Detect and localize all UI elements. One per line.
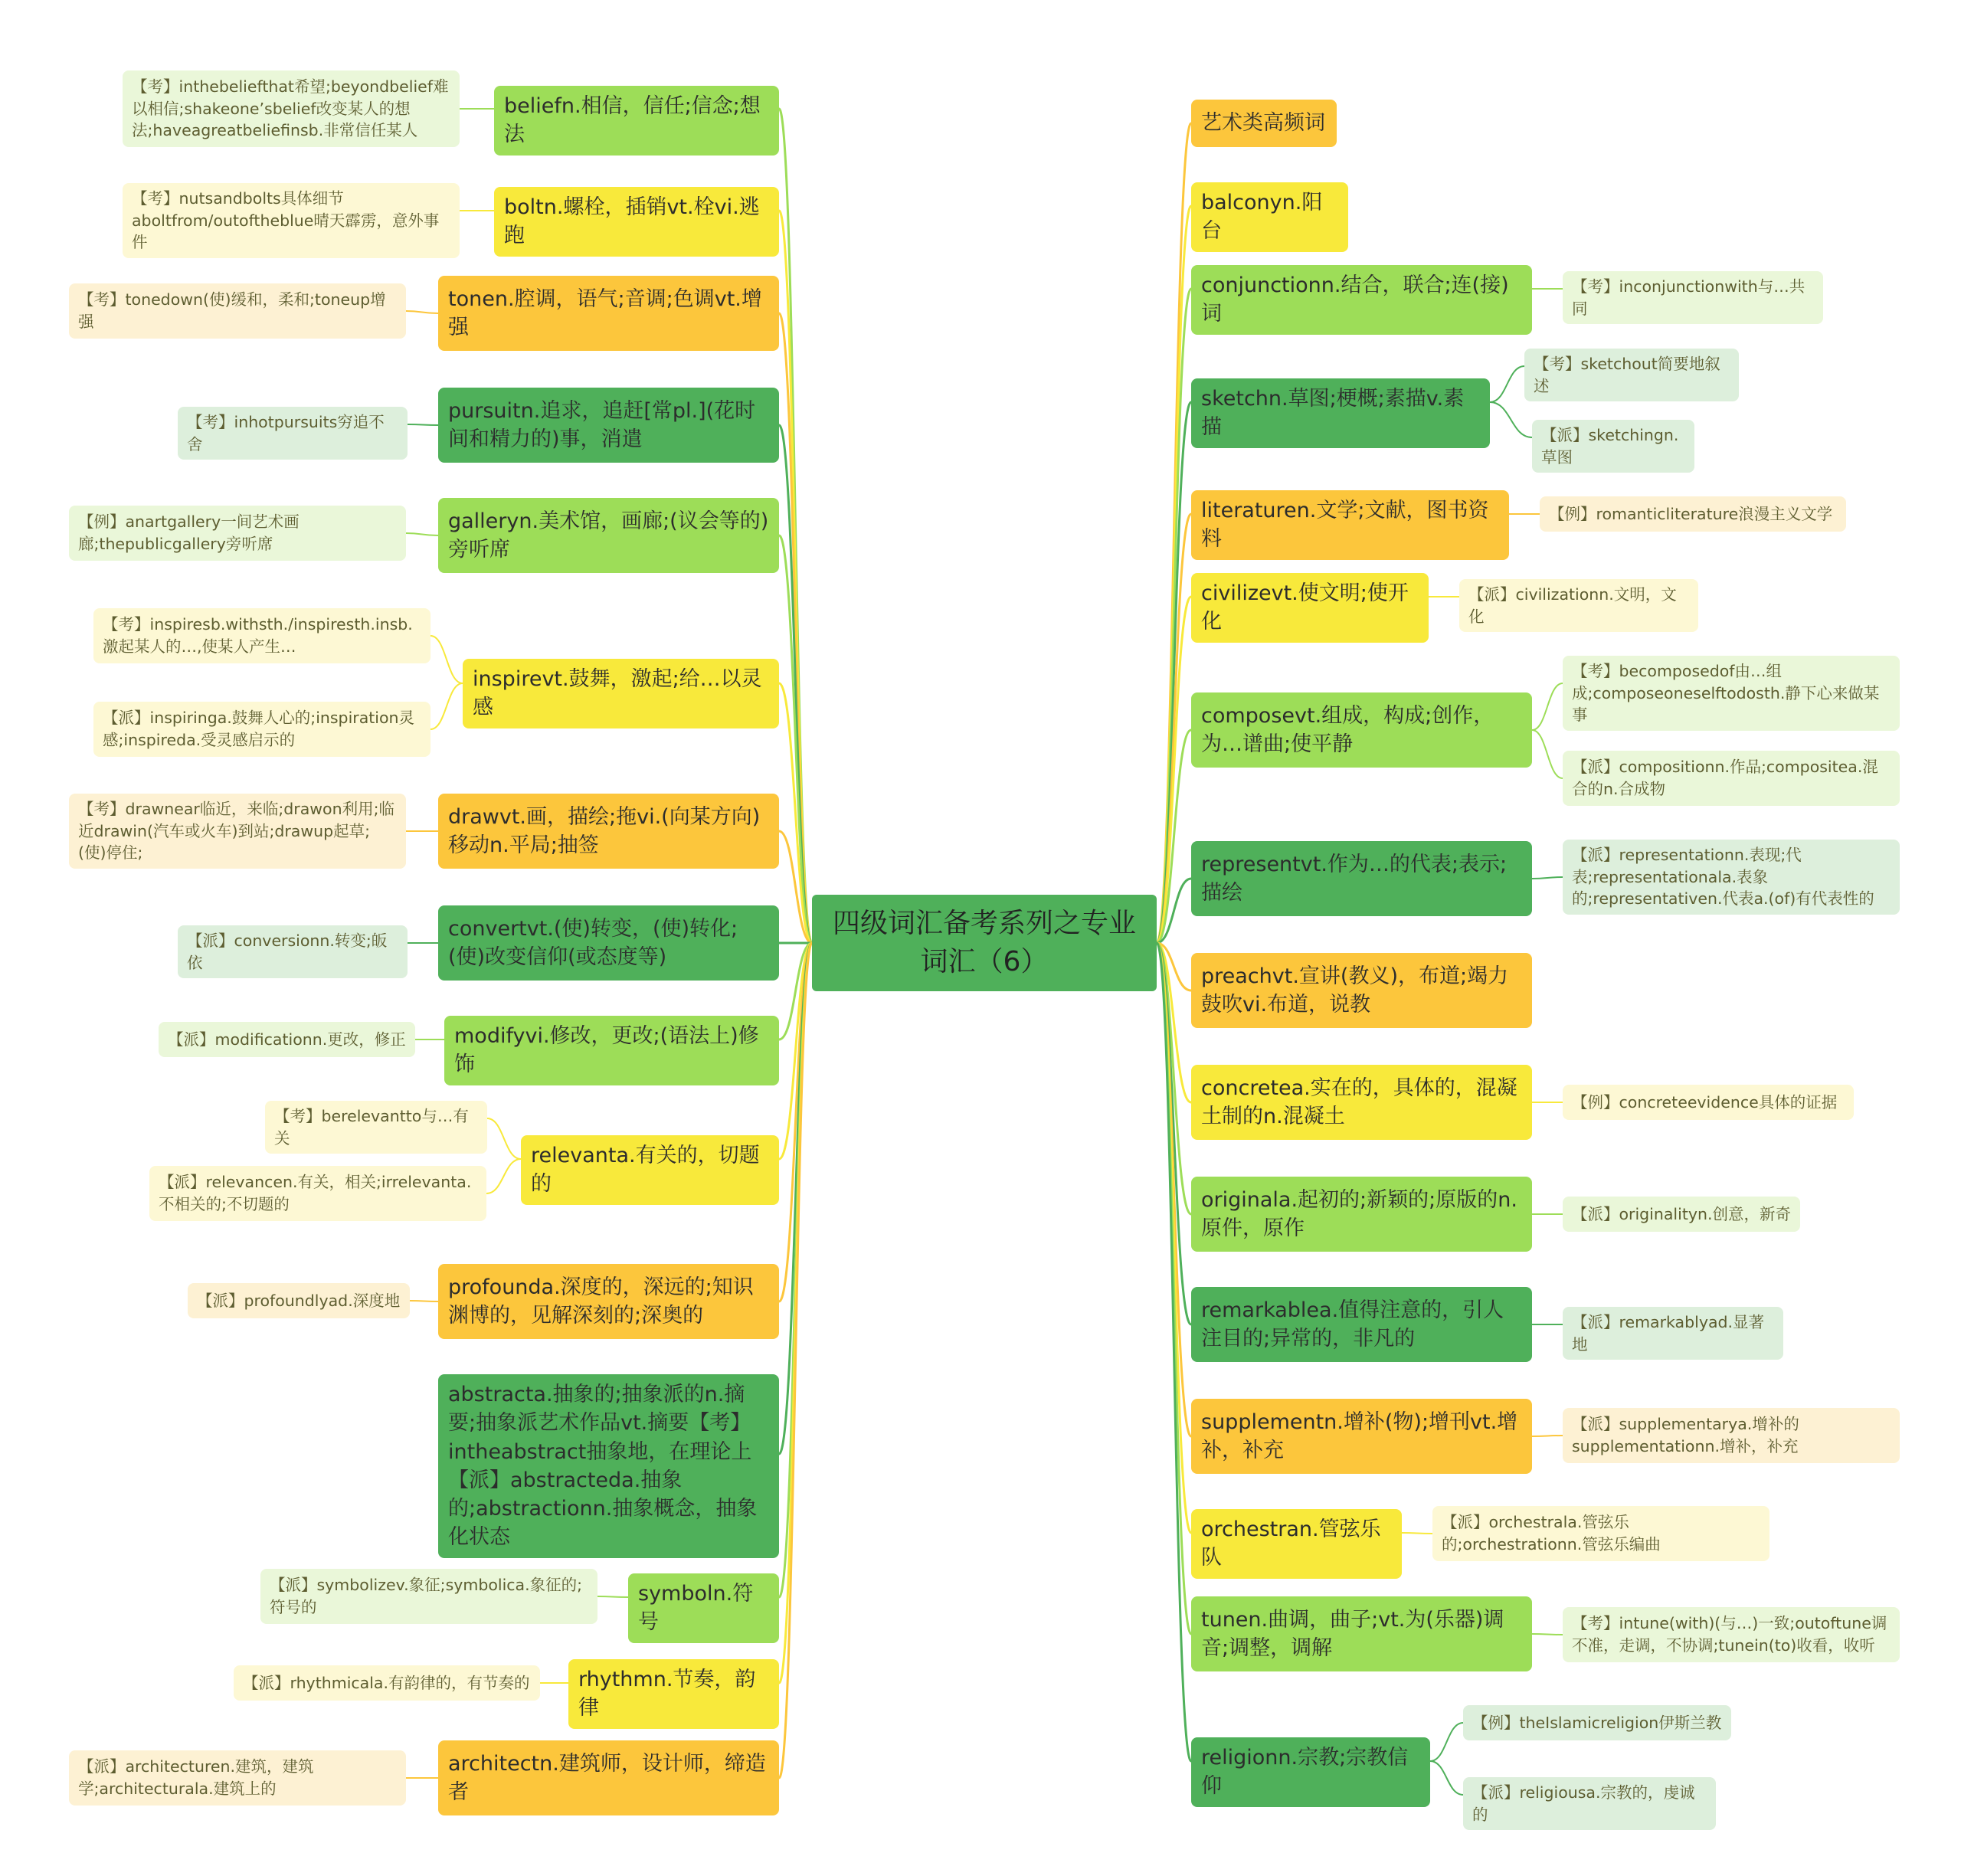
leaf-right-remarkablyad[interactable]: 【派】remarkablyad.显著地 xyxy=(1563,1307,1783,1360)
connector-line xyxy=(1532,1634,1563,1635)
leaf-left-inhotpursuits[interactable]: 【考】inhotpursuits穷追不舍 xyxy=(178,407,408,460)
branch-right-concretean[interactable]: concretea.实在的，具体的，混凝土制的n.混凝土 xyxy=(1191,1065,1532,1140)
branch-right-item[interactable]: 艺术类高频词 xyxy=(1191,100,1337,147)
connector-line xyxy=(1402,1533,1432,1534)
leaf-left-modificationn[interactable]: 【派】modificationn.更改，修正 xyxy=(159,1022,415,1057)
branch-right-tunenvt[interactable]: tunen.曲调，曲子;vt.为(乐器)调音;调整，调解 xyxy=(1191,1596,1532,1671)
branch-right-representvt[interactable]: representvt.作为…的代表;表示;描绘 xyxy=(1191,841,1532,916)
branch-left-inspirevt[interactable]: inspirevt.鼓舞，激起;给…以灵感 xyxy=(463,659,779,728)
leaf-right-concreteevidence[interactable]: 【例】concreteevidence具体的证据 xyxy=(1563,1085,1854,1120)
connector-line xyxy=(431,683,463,729)
leaf-right-sketchingn[interactable]: 【派】sketchingn.草图 xyxy=(1532,420,1694,473)
connector-line xyxy=(1532,877,1563,879)
leaf-right-romanticliterature[interactable]: 【例】romanticliterature浪漫主义文学 xyxy=(1540,496,1846,532)
leaf-right-orchestralaorchestration[interactable]: 【派】orchestrala.管弦乐的;orchestrationn.管弦乐编曲 xyxy=(1432,1506,1769,1561)
branch-left-convertvt[interactable]: convertvt.(使)转变，(使)转化;(使)改变信仰(或态度等) xyxy=(438,905,779,981)
connector-line xyxy=(408,424,438,425)
leaf-left-conversionn[interactable]: 【派】conversionn.转变;皈依 xyxy=(178,925,408,978)
connector-line xyxy=(1532,730,1563,778)
branch-left-galleryn[interactable]: galleryn.美术馆，画廊;(议会等的)旁听席 xyxy=(438,498,779,573)
leaf-left-berelevantto[interactable]: 【考】berelevantto与…有关 xyxy=(265,1101,487,1154)
leaf-left-rhythmicala[interactable]: 【派】rhythmicala.有韵律的，有节奏的 xyxy=(234,1665,540,1701)
branch-left-profounda[interactable]: profounda.深度的，深远的;知识渊博的，见解深刻的;深奥的 xyxy=(438,1264,779,1339)
branch-left-boltnvtvi[interactable]: boltn.螺栓，插销vt.栓vi.逃跑 xyxy=(494,187,779,257)
branch-right-originalan[interactable]: originala.起初的;新颖的;原版的n.原件，原作 xyxy=(1191,1177,1532,1252)
branch-left-drawvtvin[interactable]: drawvt.画，描绘;拖vi.(向某方向)移动n.平局;抽签 xyxy=(438,794,779,869)
leaf-right-originalityn[interactable]: 【派】originalityn.创意，新奇 xyxy=(1563,1197,1800,1232)
leaf-right-sketchout[interactable]: 【考】sketchout简要地叙述 xyxy=(1524,349,1739,401)
branch-left-architectn[interactable]: architectn.建筑师，设计师，缔造者 xyxy=(438,1740,779,1815)
connector-line xyxy=(779,313,812,943)
branch-right-literaturen[interactable]: literaturen.文学;文献，图书资料 xyxy=(1191,490,1509,560)
leaf-left-relevancenirrelevanta[interactable]: 【派】relevancen.有关，相关;irrelevanta.不相关的;不切题的 xyxy=(149,1166,486,1221)
leaf-right-intunewithoutoftunetunei[interactable]: 【考】intune(with)(与…)一致;outoftune调不准，走调，不协调;tunein(to)收看，收听 xyxy=(1563,1607,1900,1662)
leaf-right-civilizationn[interactable]: 【派】civilizationn.文明，文化 xyxy=(1459,579,1698,632)
branch-right-sketchnv[interactable]: sketchn.草图;梗概;素描v.素描 xyxy=(1191,378,1490,448)
connector-line xyxy=(487,1118,521,1159)
leaf-left-anartgallerythepublicgal[interactable]: 【例】anartgallery一间艺术画廊;thepublicgallery旁听席 xyxy=(69,506,406,561)
leaf-left-tonedowntoneup[interactable]: 【考】tonedown(使)缓和，柔和;toneup增强 xyxy=(69,283,406,339)
leaf-left-architecturenarchitectur[interactable]: 【派】architecturen.建筑，建筑学;architecturala.建筑上的 xyxy=(69,1750,406,1806)
branch-right-religionn[interactable]: religionn.宗教;宗教信仰 xyxy=(1191,1737,1430,1807)
connector-line xyxy=(406,533,438,535)
connector-line xyxy=(1157,943,1191,1634)
leaf-left-profoundlyad[interactable]: 【派】profoundlyad.深度地 xyxy=(188,1283,410,1318)
leaf-right-supplementaryasupplement[interactable]: 【派】supplementarya.增补的supplementationn.增补，补充 xyxy=(1563,1408,1900,1463)
branch-left-tonenvt[interactable]: tonen.腔调，语气;音调;色调vt.增强 xyxy=(438,276,779,351)
branch-left-modifyvi[interactable]: modifyvi.修改，更改;(语法上)修饰 xyxy=(444,1016,779,1085)
branch-right-civilizevt[interactable]: civilizevt.使文明;使开化 xyxy=(1191,573,1429,643)
leaf-left-inthebeliefthatbeyondbel[interactable]: 【考】inthebeliefthat希望;beyondbelief难以相信;shakeone’sbelief改变某人的想法;haveagreatbeliefinsb.非常信任某人 xyxy=(123,70,460,147)
leaf-left-inspiringainspirationins[interactable]: 【派】inspiringa.鼓舞人心的;inspiration灵感;inspireda.受灵感启示的 xyxy=(93,702,431,757)
leaf-right-representationnrepresent[interactable]: 【派】representationn.表现;代表;representationala.表象的;representativen.代表a.(of)有代表性的 xyxy=(1563,840,1900,915)
connector-line xyxy=(1430,1723,1463,1761)
branch-right-orchestran[interactable]: orchestran.管弦乐队 xyxy=(1191,1509,1402,1579)
connector-line xyxy=(406,311,438,313)
leaf-right-theislamicreligion[interactable]: 【例】theIslamicreligion伊斯兰教 xyxy=(1463,1705,1731,1740)
leaf-right-inconjunctionwith[interactable]: 【考】inconjunctionwith与…共同 xyxy=(1563,271,1823,324)
leaf-left-drawneardrawondrawindraw[interactable]: 【考】drawnear临近，来临;drawon利用;临近drawin(汽车或火车)到站;drawup起草;(使)停住; xyxy=(69,794,406,869)
branch-left-abstractanvtintheabstrac[interactable]: abstracta.抽象的;抽象派的n.摘要;抽象派艺术作品vt.摘要【考】intheabstract抽象地，在理论上【派】abstracteda.抽象的;abstractionn.抽象概念，抽象化状态 xyxy=(438,1374,779,1558)
root-topic[interactable]: 四级词汇备考系列之专业词汇（6） xyxy=(812,895,1157,991)
leaf-left-nutsandboltsaboltfromout[interactable]: 【考】nutsandbolts具体细节aboltfrom/outoftheblue晴天霹雳，意外事件 xyxy=(123,183,460,258)
branch-right-composevt[interactable]: composevt.组成，构成;创作，为…谱曲;使平静 xyxy=(1191,692,1532,768)
connector-line xyxy=(597,1596,628,1597)
branch-left-relevanta[interactable]: relevanta.有关的，切题的 xyxy=(521,1135,779,1205)
branch-left-rhythmn[interactable]: rhythmn.节奏，韵律 xyxy=(568,1659,779,1729)
branch-right-remarkablea[interactable]: remarkablea.值得注意的，引人注目的;异常的，非凡的 xyxy=(1191,1287,1532,1362)
branch-right-balconyn[interactable]: balconyn.阳台 xyxy=(1191,182,1348,252)
connector-line xyxy=(486,1159,521,1193)
leaf-left-inspiresbwithsthinspires[interactable]: 【考】inspiresb.withsth./inspiresth.insb.激起某人的…,使某人产生… xyxy=(93,608,431,663)
branch-left-beliefn[interactable]: beliefn.相信，信任;信念;想法 xyxy=(494,86,779,156)
connector-line xyxy=(1490,366,1524,402)
leaf-right-becomposedofcomposeonese[interactable]: 【考】becomposedof由…组成;composeoneselftodosth.静下心来做某事 xyxy=(1563,656,1900,731)
leaf-right-religiousa[interactable]: 【派】religiousa.宗教的，虔诚的 xyxy=(1463,1777,1716,1830)
leaf-right-compositionncompositean[interactable]: 【派】compositionn.作品;compositea.混合的n.合成物 xyxy=(1563,751,1900,806)
branch-right-conjunctionn[interactable]: conjunctionn.结合，联合;连(接)词 xyxy=(1191,265,1532,335)
connector-line xyxy=(1490,402,1532,437)
branch-right-supplementnvt[interactable]: supplementn.增补(物);增刊vt.增补，补充 xyxy=(1191,1399,1532,1474)
connector-line xyxy=(1430,1761,1463,1795)
branch-left-pursuitnpl[interactable]: pursuitn.追求，追赶[常pl.](花时间和精力的)事，消遣 xyxy=(438,388,779,463)
branch-left-symboln[interactable]: symboln.符号 xyxy=(628,1573,779,1643)
connector-line xyxy=(1532,683,1563,730)
branch-right-preachvtvi[interactable]: preachvt.宣讲(教义)，布道;竭力鼓吹vi.布道，说教 xyxy=(1191,953,1532,1028)
connector-line xyxy=(431,636,463,683)
leaf-left-symbolizevsymbolica[interactable]: 【派】symbolizev.象征;symbolica.象征的;符号的 xyxy=(260,1569,597,1624)
